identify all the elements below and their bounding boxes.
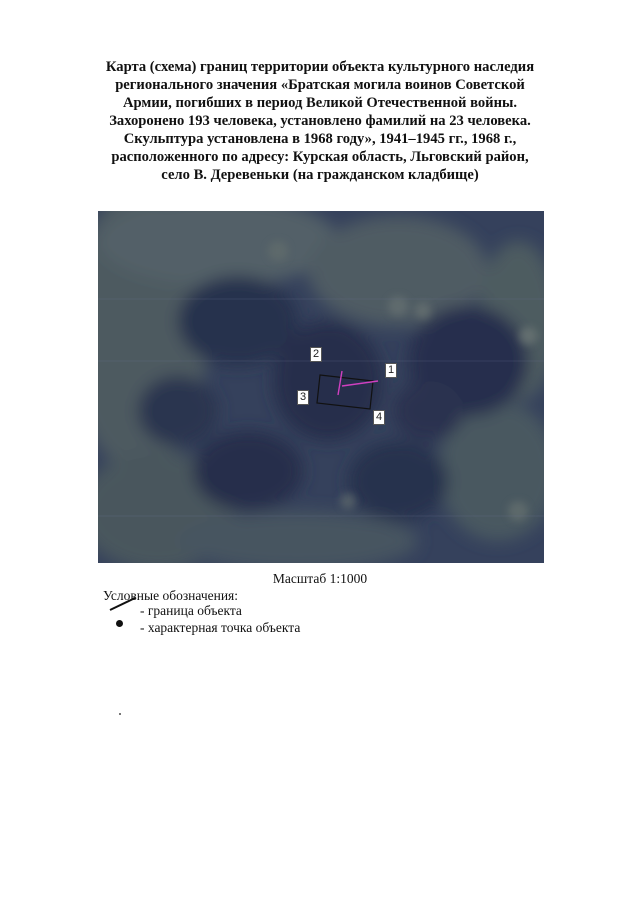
map-scale: Масштаб 1:1000 — [272, 571, 368, 586]
title-line: регионального значения «Братская могила воинов Советской — [115, 77, 525, 93]
satellite-map — [98, 211, 544, 563]
scan-speck — [119, 713, 121, 715]
title-line: Карта (схема) границ территории объекта культурного наследия — [105, 59, 535, 75]
legend-title: Условные обозначения: — [103, 588, 239, 603]
title-line: Скульптура установлена в 1968 году», 1941–1945 гг., 1968 г., — [123, 131, 517, 147]
title-line: село В. Деревеньки (на гражданском кладбище) — [161, 167, 479, 183]
point-label-1: 1 — [385, 363, 397, 378]
point-label-4: 4 — [373, 410, 385, 425]
title-line: расположенного по адресу: Курская область, Льговский район, — [111, 149, 529, 165]
legend-item-boundary: - граница объекта — [140, 603, 242, 618]
point-label-3: 3 — [297, 390, 309, 405]
document-title — [70, 58, 570, 184]
satellite-imagery — [98, 211, 544, 563]
point-dot-icon — [116, 620, 123, 627]
point-label-2: 2 — [310, 347, 322, 362]
title-line: Армии, погибших в период Великой Отечественной войны. — [122, 95, 518, 111]
boundary-line-icon — [108, 596, 138, 612]
legend-item-point: - характерная точка объекта — [140, 620, 301, 635]
title-line: Захоронено 193 человека, установлено фамилий на 23 человека. — [109, 113, 531, 129]
